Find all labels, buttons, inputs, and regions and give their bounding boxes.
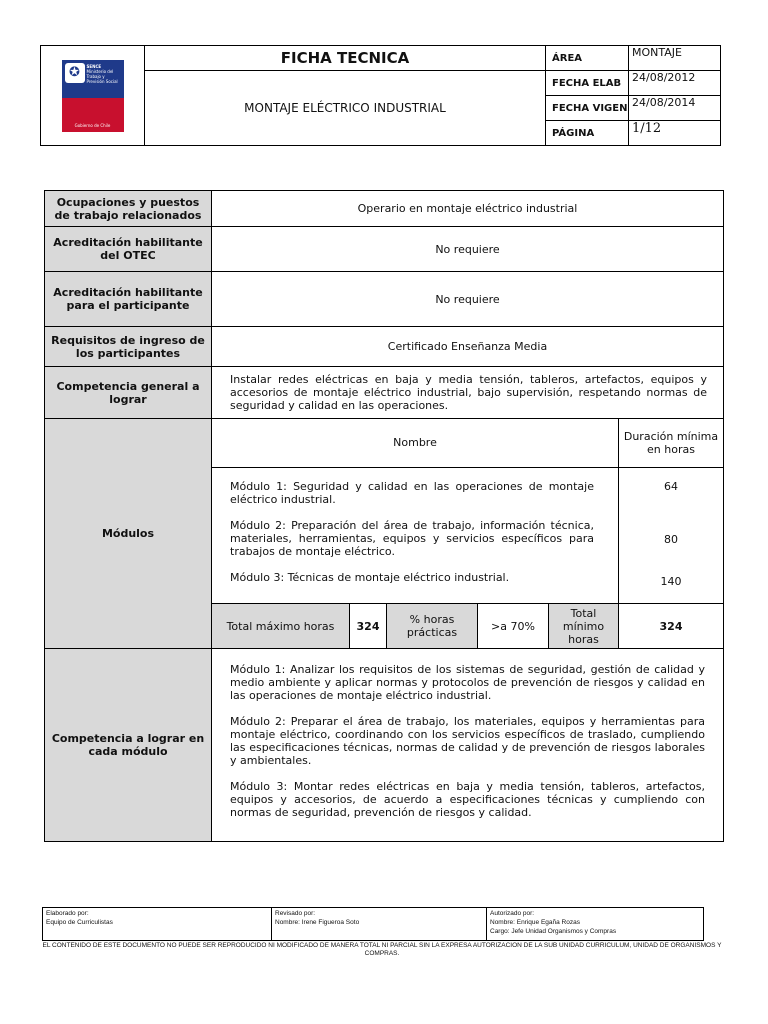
modulo-1-hours: 64 — [664, 479, 678, 493]
elaborado-cell: Elaborado por: Equipo de Curriculistas — [43, 908, 272, 941]
revisado-cell: Revisado por: Nombre: Irene Figueroa Soto — [272, 908, 487, 941]
competencia-modulo-1: Módulo 1: Analizar los requisitos de los sistemas de seguridad, gestión de calidad y medio ambiente y aplicar normas y protocolos de prevención de riesgos y calidad en las operaciones de montaje eléctrico industrial. — [230, 663, 705, 702]
modulos-table — [212, 419, 723, 648]
ocupaciones-label: Ocupaciones y puestos de trabajo relacionados — [45, 191, 212, 227]
modulo-1-name: Módulo 1: Seguridad y calidad en las operaciones de montaje eléctrico industrial. — [230, 479, 594, 506]
modulos-list — [212, 467, 619, 603]
area-value: MONTAJE — [629, 46, 721, 71]
competencia-modulo-label: Competencia a lograr en cada módulo — [45, 649, 212, 842]
government-logo: ✪ SENCE Ministerio del Trabajo y Previsión Social Gobierno de Chile — [62, 60, 124, 132]
document-header — [40, 45, 721, 146]
requisitos-label: Requisitos de ingreso de los participantes — [45, 327, 212, 367]
document-title: FICHA TECNICA — [145, 46, 546, 71]
horas-practicas-label: % horas prácticas — [387, 604, 478, 648]
competencia-general-value: Instalar redes eléctricas en baja y media tensión, tableros, artefactos, equipos y accesorios de montaje eléctrico industrial, bajo supervisión, respetando normas de seguridad y calidad en las operaciones. — [212, 367, 724, 419]
modulo-3-name: Módulo 3: Técnicas de montaje eléctrico industrial. — [230, 570, 510, 584]
requisitos-value: Certificado Enseñanza Media — [212, 327, 724, 367]
modulo-2-hours: 80 — [664, 532, 678, 546]
pagina-value: 1/12 — [629, 121, 721, 146]
acreditacion-participante-label: Acreditación habilitante para el participante — [45, 272, 212, 327]
fecha-elab-label: FECHA ELAB — [546, 71, 629, 96]
coat-of-arms-icon: ✪ — [65, 63, 85, 83]
competencia-general-label: Competencia general a lograr — [45, 367, 212, 419]
competencia-modulo-2: Módulo 2: Preparar el área de trabajo, los materiales, equipos y herramientas para montaje eléctrico, coordinando con los servicios específicos de traslado, cumpliendo las especificaciones técnicas, normas de calidad y de prevención de riesgos laborales y ambientales. — [230, 715, 705, 767]
competencia-modulo-value — [212, 649, 724, 842]
acreditacion-otec-label: Acreditación habilitante del OTEC — [45, 227, 212, 272]
logo-cell — [41, 46, 145, 146]
reproduction-notice: EL CONTENIDO DE ESTE DOCUMENTO NO PUEDE SER REPRODUCIDO NI MODIFICADO DE MANERA TOTAL NI PARCIAL SIN LA EXPRESA AUTORIZACION DE LA SUB UNIDAD CURRICULUM, UNIDAD DE ORGANISMOS Y COMPRAS. — [42, 942, 722, 957]
modulo-2-name: Módulo 2: Preparación del área de trabajo, información técnica, materiales, herramientas, equipos y servicios específicos para trabajos de montaje eléctrico. — [230, 518, 594, 558]
horas-practicas-value: >a 70% — [478, 604, 549, 648]
modulos-duracion-header: Duración mínima en horas — [619, 419, 724, 467]
ocupaciones-value: Operario en montaje eléctrico industrial — [212, 191, 724, 227]
acreditacion-participante-value: No requiere — [212, 272, 724, 327]
modulos-label: Módulos — [45, 419, 212, 649]
total-minimo-value: 324 — [619, 604, 724, 648]
area-label: ÁREA — [546, 46, 629, 71]
modulos-cell — [212, 419, 724, 649]
acreditacion-otec-value: No requiere — [212, 227, 724, 272]
fecha-vigen-label: FECHA VIGEN — [546, 96, 629, 121]
total-minimo-label: Total mínimo horas — [549, 604, 619, 648]
approval-footer — [42, 907, 704, 941]
document-subtitle: MONTAJE ELÉCTRICO INDUSTRIAL — [145, 71, 546, 146]
total-maximo-label: Total máximo horas — [212, 604, 350, 648]
competencia-modulo-3: Módulo 3: Montar redes eléctricas en baja y media tensión, tableros, artefactos, equipos y accesorios, de acuerdo a especificaciones técnicas y cumpliendo con normas de seguridad, prevención de riesgos y calidad. — [230, 780, 705, 819]
total-maximo-value: 324 — [350, 604, 387, 648]
modulo-3-hours: 140 — [660, 574, 682, 588]
course-details-table — [44, 190, 724, 842]
autorizado-cell: Autorizado por: Nombre: Enrique Egaña Rozas Cargo: Jefe Unidad Organismos y Compras — [487, 908, 704, 941]
fecha-elab-value: 24/08/2012 — [629, 71, 721, 96]
modulos-hours — [619, 467, 724, 603]
fecha-vigen-value: 24/08/2014 — [629, 96, 721, 121]
modulos-nombre-header: Nombre — [212, 419, 619, 467]
pagina-label: PÁGINA — [546, 121, 629, 146]
